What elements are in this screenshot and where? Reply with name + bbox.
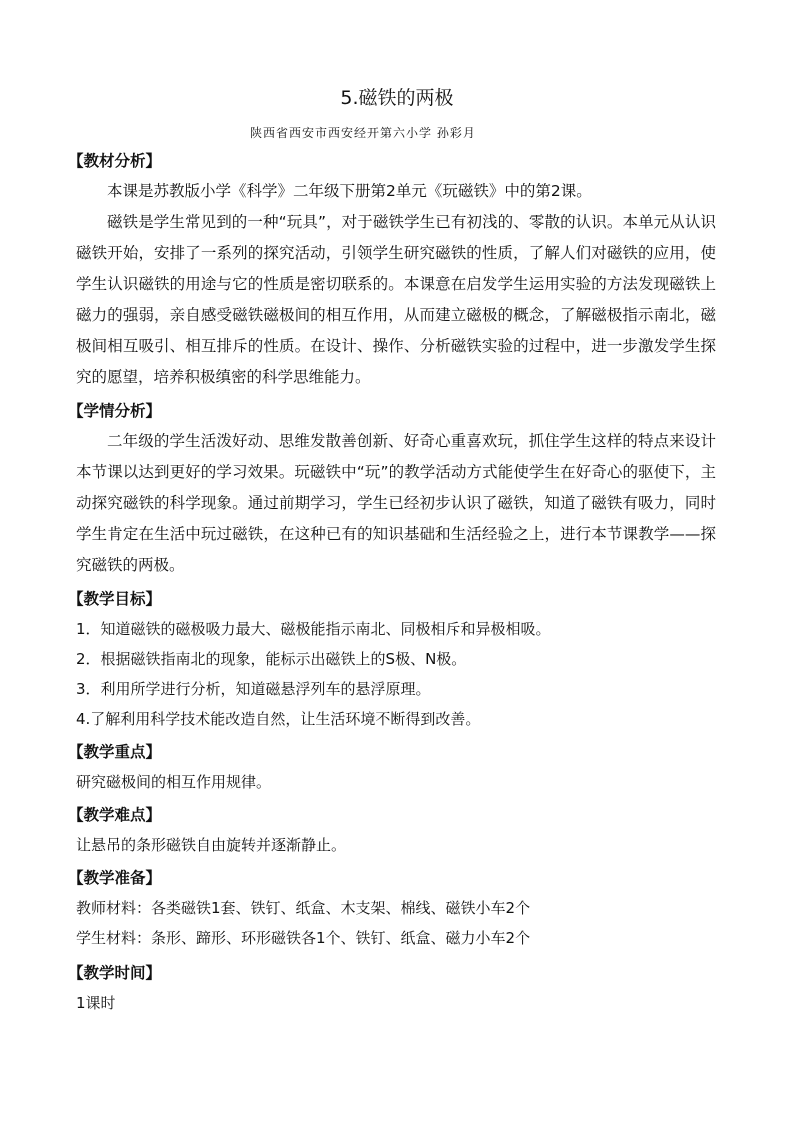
heading-teaching-goals: 【教学目标】 — [68, 590, 162, 608]
heading-student-analysis: 【学情分析】 — [68, 402, 162, 420]
goal-item-1: 1．知道磁铁的磁极吸力最大、磁极能指示南北、同极相斥和异极相吸。 — [76, 620, 551, 638]
goal-item-3: 3．利用所学进行分析，知道磁悬浮列车的悬浮原理。 — [76, 680, 431, 698]
heading-teaching-difficulty: 【教学难点】 — [68, 806, 162, 824]
document-body — [68, 146, 716, 1018]
difficulty-text: 让悬吊的条形磁铁自由旋转并逐渐静止。 — [76, 836, 347, 854]
goal-item-2: 2．根据磁铁指南北的现象，能标示出磁铁上的S极、N极。 — [76, 650, 467, 668]
teacher-materials: 教师材料：各类磁铁1套、铁钉、纸盒、木支架、棉线、磁铁小车2个 — [76, 899, 531, 917]
student-materials: 学生材料：条形、蹄形、环形磁铁各1个、铁钉、纸盒、磁力小车2个 — [76, 929, 531, 947]
paragraph-student-analysis: 二年级的学生活泼好动、思维发散善创新、好奇心重喜欢玩，抓住学生这样的特点来设计本节课以达到更好的学习效果。玩磁铁中“玩”的教学活动方式能使学生在好奇心的驱使下，主动探究磁铁的科学现象。通过前期学习，学生已经初步认识了磁铁，知道了磁铁有吸力，同时学生肯定在生活中玩过磁铁，在这种已有的知识基础和生活经验之上，进行本节课教学——探究磁铁的两极。 — [76, 432, 716, 574]
author-line: 陕西省西安市西安经开第六小学 孙彩月 — [250, 126, 476, 140]
heading-teaching-key-point: 【教学重点】 — [68, 743, 162, 761]
heading-material-analysis: 【教材分析】 — [68, 152, 162, 170]
key-point-text: 研究磁极间的相互作用规律。 — [76, 773, 272, 791]
document-title: 5.磁铁的两极 — [340, 87, 454, 109]
paragraph-course-intro: 本课是苏教版小学《科学》二年级下册第2单元《玩磁铁》中的第2课。 — [107, 182, 592, 200]
teaching-time-text: 1课时 — [76, 994, 116, 1012]
paragraph-material-analysis: 磁铁是学生常见到的一种“玩具”，对于磁铁学生已有初浅的、零散的认识。本单元从认识磁铁开始，安排了一系列的探究活动，引领学生研究磁铁的性质，了解人们对磁铁的应用，使学生认识磁铁的用途与它的性质是密切联系的。本课意在启发学生运用实验的方法发现磁铁上磁力的强弱，亲自感受磁铁磁极间的相互作用，从而建立磁极的概念，了解磁极指示南北，磁极间相互吸引、相互排斥的性质。在设计、操作、分析磁铁实验的过程中，进一步激发学生探究的愿望，培养积极缜密的科学思维能力。 — [76, 213, 716, 386]
goal-item-4: 4.了解利用科学技术能改造自然，让生活环境不断得到改善。 — [76, 710, 481, 728]
heading-teaching-time: 【教学时间】 — [68, 964, 162, 982]
heading-teaching-preparation: 【教学准备】 — [68, 869, 162, 887]
